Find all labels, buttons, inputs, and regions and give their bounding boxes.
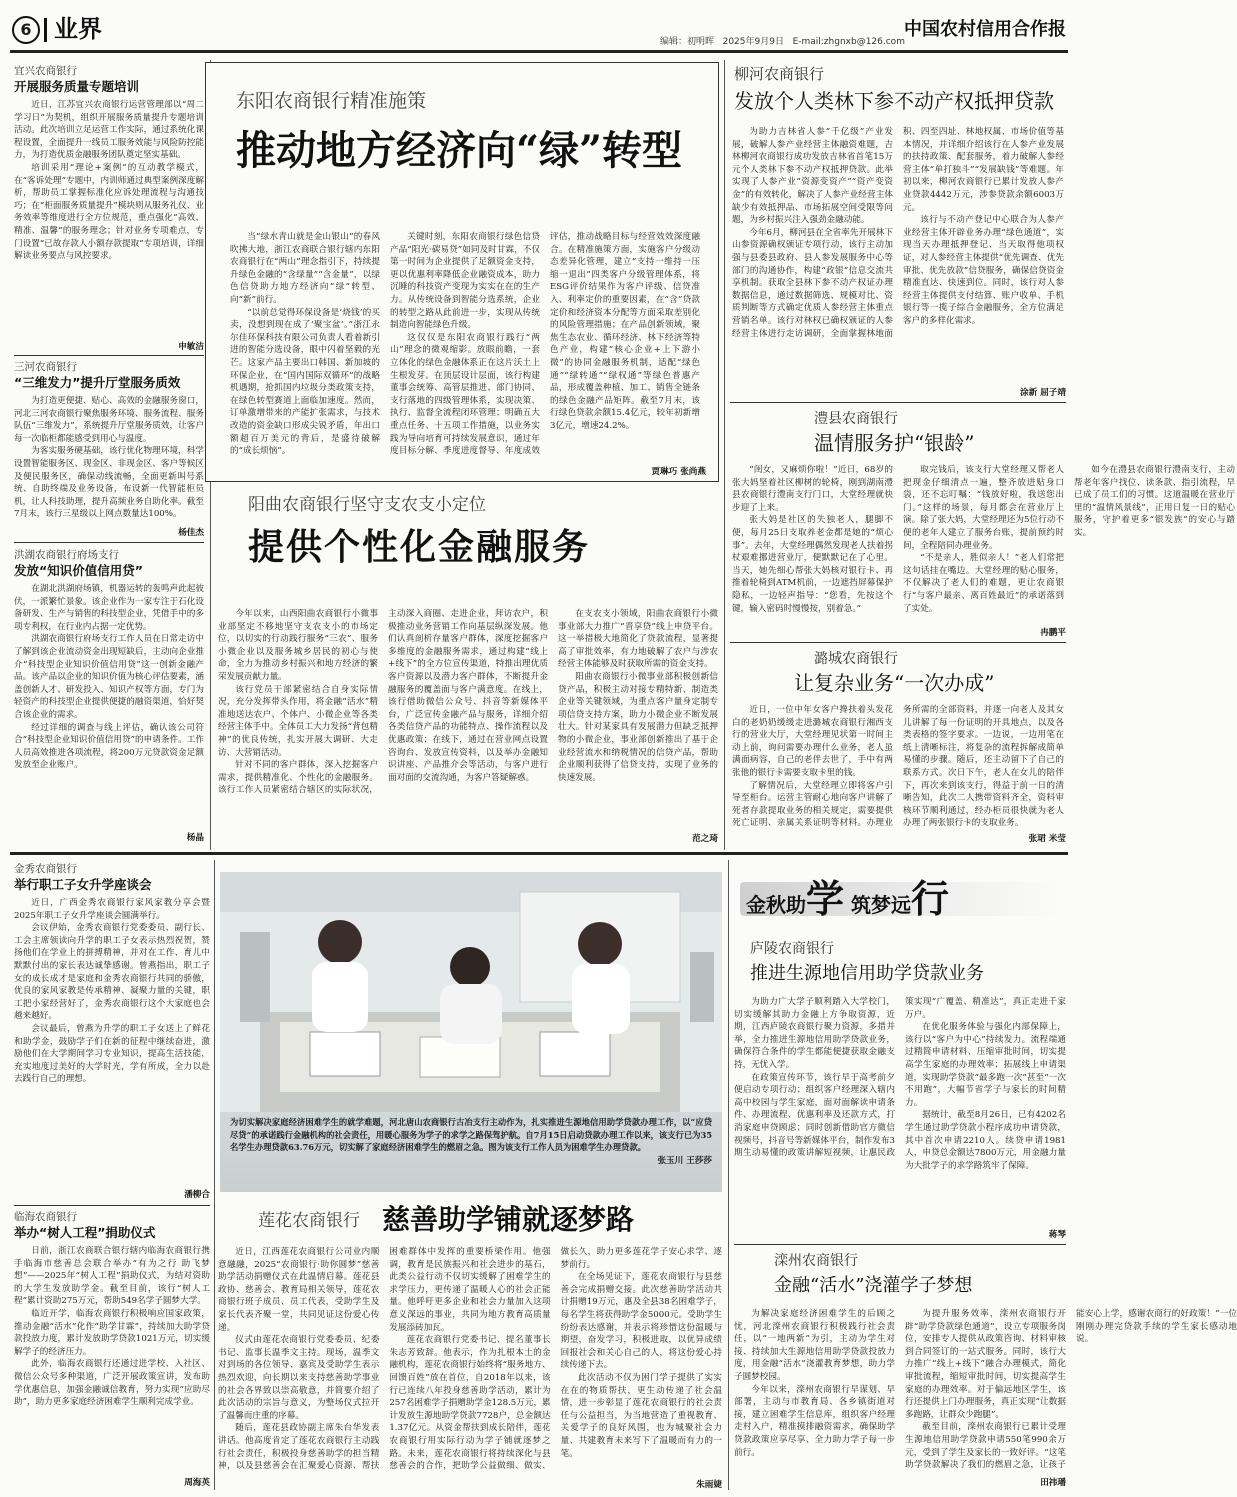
banner-emphasis: 学 — [806, 877, 845, 921]
section-rule — [10, 852, 1068, 855]
article-title: 开展服务质量专题培训 — [14, 79, 140, 94]
article-source: 柳河农商银行 — [734, 65, 825, 83]
paragraph: 为助力吉林省人参“千亿级”产业发展，破解人参产业经营主体融资难题，吉林柳河农商银行成功发放吉林省首笔15万元个人类林下参不动产权抵押贷款。此举实现了人参产业“资源变资产”“资产变资金”的有效转化，解决了人参产业经营主体缺少有效抵押品、市场拓展空间受限等问题，为乡村振兴注入强劲金融动能。 — [732, 127, 893, 226]
paragraph: 经过详细的调查与线上评估，确认该公司符合“科技型企业知识价值信用贷”的申请条件。工作人员高效推进各项流程，将200万元贷款资金足额发放至企业账户。 — [14, 722, 204, 771]
paragraph: 近日，广西金秀农商银行家风家教分享会暨2025年职工子女升学座谈会圆满举行。 — [14, 898, 210, 921]
article-body — [230, 231, 700, 467]
banner-part: 金秋助 — [746, 893, 806, 917]
article-source: 潞城农商银行 — [814, 651, 898, 667]
article-byline: 张珺 米莹 — [1028, 834, 1066, 844]
caption-byline: 张玉川 王莎莎 — [657, 1155, 712, 1166]
article-body — [732, 464, 1235, 634]
article-byline: 范之琦 — [692, 834, 718, 844]
divider — [14, 1205, 210, 1206]
article-title: 慈善助学铺就逐梦路 — [382, 1203, 635, 1236]
paragraph: 在政策宣传环节，该行早于高考前夕便启动专项行动；组织客户经理深入辖内高中校园与学生家庭，面对面解读申请条件、办理流程、优惠利率及还款方式，打消家庭申贷顾虑；同时创新借助官方微信视频号，抖音号等新媒体平台，制作发布3期生动易懂的政策讲解短视频，让惠民政策实现“广覆盖、精准达”，真正走进千家万户。 — [734, 997, 1066, 1159]
article-body — [732, 126, 1064, 388]
article-body — [14, 897, 210, 1086]
article-byline: 蒋琴 — [1048, 1230, 1066, 1240]
editor-line — [660, 34, 905, 47]
paragraph: 随后，莲花县政协副主席朱台华发表讲话。他高度肯定了莲花农商银行主动践行社会责任，积极投身慈善助学的担当精神，以及县慈善会在汇聚爱心资源、帮扶困难群体中发挥的重要桥梁作用。他强调，教育是民族振兴和社会进步的基石，此类公益行动不仅切实缓解了困难学生的求学压力，更传递了温暖人心的社会正能量。他呼吁更多企业和社会力量加入这项意义深远的事业，共同为地方教育高质量发展添砖加瓦。 — [218, 1247, 551, 1472]
email: E-mail:zhgnxb@126.com — [792, 37, 905, 47]
banner-part: 筑梦远 — [844, 893, 911, 917]
jinqiu-banner — [740, 868, 1062, 926]
article-lucheng — [730, 646, 1066, 844]
article-title: 发放个人类林下参不动产权抵押贷款 — [734, 89, 1054, 113]
article-source: 澧县农商银行 — [814, 411, 898, 427]
article-liuhe — [730, 62, 1066, 398]
article-source: 临海农商银行 — [14, 1211, 77, 1223]
article-jinxiu — [14, 862, 210, 1200]
article-byline: 周海英 — [184, 1478, 210, 1488]
article-source: 宜兴农商银行 — [14, 65, 77, 77]
paragraph: “不是亲人，胜似亲人！”老人们常把这句话挂在嘴边。大堂经理的贴心服务，不仅解决了老人们的难题，更让农商银行“与客户最亲、离百姓最近”的承诺落到了实处。 — [903, 553, 1064, 614]
paragraph: 了解情况后，大堂经理立即将客户引导至柜台。运营主管耐心地向客户讲解了死者存款提取业务的相关规定，需要提供死亡证明、亲属关系证明等材料。办理业务所需的全部资料，并逐一向老人及其女儿讲解了每一份证明的开具地点，以及各类表格的签字要求。一边说，一边用笔在纸上清晰标注，将复杂的流程拆解成简单易懂的步骤。随后，还主动留下了自己的联系方式。次日下午，老人在女儿的陪伴下，再次来到该支行，得益于前一日的清晰告知，此次二人携带资料齐全，资料审核环节顺利通过，经办柜员很快就为老人办理了两张银行卡的支取业务。 — [732, 705, 1064, 829]
paragraph: 该行党员干部紧密结合自身实际情况，充分发挥带头作用，将金融“活水”精准地送达农户、个体户、小微企业等各类经营主体手中。全体员工大力发扬“背包精神”的优良传统，扎实开展大调研、大走访、大营销活动。 — [218, 684, 378, 758]
article-source: 庐陵农商银行 — [750, 941, 834, 957]
article-body — [734, 996, 1066, 1236]
article-title: 发放“知识价值信用贷” — [14, 563, 143, 578]
article-title: 推动地方经济向“绿”转型 — [236, 127, 683, 174]
paragraph: 关键时刻，东阳农商银行绿色信贷产品“阳光·碳易贷”如同及时甘霖，不仅第一时间为企业提供了足额资金支持，更以优惠利率降低企业融资成本，助力沉睡的科技资产变现为实实在在的生产力。从传统设备到智能分选系统，企业的转型之路从此前进一步，实现从传统制造向智能绿色升级。 — [390, 232, 540, 331]
paragraph: 今年以来，山西阳曲农商银行小微事业部坚定不移地坚守支农支小的市场定位，以切实的行动践行服务“三农”、服务小微企业以及服务城乡居民的初心与使命，全力为推动乡村振兴和地方经济的繁荣发展贡献力量。 — [218, 609, 378, 682]
article-title: 金融“活水”浇灌学子梦想 — [774, 1275, 973, 1296]
paragraph: 会议伊始，金秀农商银行党委委员、副行长、工会主席领读向升学的职工子女表示热烈祝贺，赞扬他们在学业上的拼搏精神，并对在工作、育儿中默默付出的家长表达诚挚感谢。曾燕指出，职工子女的成长成才是家庭和金秀农商银行共同的骄傲，优良的家风家教是传承精神、凝聚力量的关键，职工把小家经营好了，金秀农商银行这个大家庭也会越来越好。 — [14, 923, 210, 1022]
page-number: 6 — [20, 20, 32, 39]
article-byline: 潘柳合 — [184, 1190, 210, 1200]
article-title: 提供个性化金融服务 — [248, 526, 591, 568]
paragraph: 据统计，截至8月26日，已有4202名学生通过助学贷款小程序成功申请贷款，其中首次申请2210人。续贷申请1981人，申贷总金额达7800万元，用金融力量为大批学子的求学路筑牢了保障。 — [905, 1110, 1066, 1171]
paragraph: 仪式由莲花农商银行党委委员、纪委书记、监事长温季文主持。现场，温季文对到场的各位领导、嘉宾及受助学生表示热烈欢迎，向长期以来支持慈善助学事业的社会各界致以崇高敬意，并简要介绍了此次活动的宗旨与意义，为整场仪式拉开了温馨而庄重的序幕。 — [218, 1335, 380, 1421]
editor: 编辑：初明晖 — [660, 37, 715, 47]
article-source: 三河农商银行 — [14, 361, 77, 373]
paragraph: 莲花农商银行党委书记、提名董事长朱志芳致辞。他表示，作为扎根本土的金融机构，莲花农商银行始终将“服务地方、回馈百姓”放在首位，自2018年以来，该行已连续八年投身慈善助学活动，累计为257名困难学子捐赠助学金128.5万元，累计发放生源地助学贷款7728户，总金额达1.37亿元。从资金帮扶到成长陪伴，莲花农商银行用实际行动为学子铺就逐梦之路。未来，莲花农商银行将持续深化与县慈善会的合作，把助学公益做细、做实、做长久，助力更多莲花学子安心求学、逐梦前行。 — [389, 1247, 722, 1472]
paragraph: 洪湖农商银行府场支行工作人员在日常走访中了解到该企业流动资金出现短缺后，主动向企业推介“科技型企业知识价值信用贷”这一创新金融产品。该产品以企业的知识价值为核心评估要素，涵盖创新人才、研发投入、知识产权等方面，专门为轻资产的科技型企业提供便捷的融资渠道，恰好契合该企业的需求。 — [14, 634, 204, 720]
article-body — [14, 1245, 210, 1409]
article-luanzhou — [734, 1248, 1237, 1488]
divider — [734, 1244, 1066, 1245]
banner-text — [746, 868, 949, 923]
page-header — [10, 10, 1068, 50]
divider — [730, 642, 1066, 643]
article-body — [14, 99, 204, 263]
paragraph: 这仅仅是东阳农商银行践行“两山”理念的微观缩影。放眼前瞻，一套立体化的绿色金融体系正在这片沃土上生根发芽。在顶层设计层面，该行构建董事会统筹、高管层推进、部门协同、支行落地的四级管理体系，实现决策、执行、监督全流程闭环管理；明确五大重点任务、十五项工作措施，以业务实践为导向培育可持续发展意识，通过年度目标分解、季度进度督导、年度成效评估，推动战略目标与经营效效深度融合。在精准施策方面，实施客户分级动态差异化管理，建立“支持一维持一压缩一退出”四类客户分级管理体系，将ESG评价结果作为客户评级、信贷准入、利率定价的重要因素，在“含”贷款定价和经济资本分配等方面采取差别化的风险管理措施；在产品创新领域，聚焦生态农业、循环经济、林下经济等特色产业，构建“核心企业+上下游小微”的协同金融服务机制，适配“绿色通”“绿转通”“绿权通”等绿色普惠产品，形成覆盖种植、加工、销售全链条的绿色金融产品矩阵。截至7月末，该行绿色贷款余额15.4亿元，较年初新增3亿元，增速24.2%。 — [390, 232, 700, 457]
page-number-badge — [12, 16, 40, 44]
column-rule — [728, 860, 729, 1490]
header-rule — [10, 50, 1068, 53]
article-sanhe — [14, 360, 204, 538]
paragraph: 临近开学，临海农商银行积极响应国家政策，推动金融“活水”化作“助学甘霖”，持续加大助学贷款投放力度，累计发放助学贷款1021万元，切实缓解学子的经济压力。 — [14, 1308, 210, 1357]
article-kicker: 莲花农商银行 — [258, 1211, 360, 1231]
article-title: 推进生源地信用助学贷款业务 — [750, 963, 984, 984]
paragraph: 截至目前，滦州农商银行已累计受理生源地信用助学贷款申请550笔990余万元，受到了学生及家长的一致好评。“这笔助学贷款解决了我们的燃眉之急，让孩子能安心上学，感谢农商行的好政策！”一位刚刚办理完贷款手续的学生家长感动地说。 — [905, 1309, 1237, 1471]
paragraph: 近日，江苏宜兴农商银行运营管理部以“周二学习日”为契机，组织开展服务质量提升专题培训活动。此次培训立足运营工作实际，通过系统化课程设置，全面提升一线员工服务效能与风险防控能力，为打造优质金融服务团队奠定坚实基础。 — [14, 100, 204, 161]
article-byline: 田祎璠 — [1040, 1478, 1066, 1488]
photo-scene — [220, 872, 722, 1112]
article-lianhua — [218, 1198, 722, 1490]
paragraph: “闺女，又麻烦你啦！”近日，68岁的张大妈坚着社区柳树的轮椅，刚到湖南澧县农商银行澧南支行门口，大堂经理就快步迎了上来。 — [732, 465, 893, 513]
article-luling — [734, 936, 1066, 1240]
divider — [14, 355, 204, 356]
article-byline: 杨晶 — [186, 833, 204, 843]
article-body — [14, 583, 204, 772]
column-rule — [724, 60, 725, 850]
paragraph: 当“绿水青山就是金山银山”的春风吹拂大地，浙江农商联合银行辖内东阳农商银行在“两山”理念指引下，持续提升绿色金融的“含绿量”“含金量”，以绿色信贷助力地方经济向“绿”转型、向“新”前行。 — [230, 232, 380, 305]
article-title: “三维发力”提升厅堂服务质效 — [14, 375, 181, 390]
paragraph: 为提升服务效率，滦州农商银行开辟“助学贷款绿色通道”，设立专项服务岗位，安排专人提供从政策咨询、材料审核到合同签订的一站式服务。同时，该行大力推广“线上+线下”融合办理模式，简化审批流程，缩短审批时间，切实提高学生家庭的办理效率。对于偏远地区学生，该行还提供上门办理服务，真正实现“让数据多跑路，让群众少跑腿”。 — [905, 1309, 1066, 1420]
article-body — [732, 704, 1064, 840]
paragraph: 日前，浙江农商联合银行辖内临海农商银行携手临海市慈善总会联合举办“有为之行 助飞梦想”——2025年“树人工程”捐助仪式，为结对资助的大学生发放助学金。截至目前，该行“树人工程”累计资助275万元，帮助549名学子圆梦大学。 — [14, 1246, 210, 1307]
paragraph: 今年以来，滦州农商银行早谋划、早部署，主动与市教育局、各乡镇街道对接，建立困难学生信息库，组织客户经理走村入户，精准摸排融资需求，确保助学贷款政策应享尽享、全力助力学子每一步前行。 — [734, 1384, 895, 1458]
paragraph: 近日，一位中年女客户搀扶着头发花白的老奶奶缓缓走进潞城农商银行湘西支行的营业大厅，大堂经理见状第一时间主动上前，询问需要办理什么业务，老人虽满面病容，自己的老伴去世了，手中有两张他的银行卡需要支取卡里的钱。 — [732, 705, 893, 778]
news-photo — [220, 872, 722, 1192]
caption-text: 为切实解决家庭经济困难学生的就学难题，河北唐山农商银行古冶支行主动作为，扎实推进生源地信用助学贷款办理工作，以“应贷尽贷”的承诺践行金融机构的社会责任，用暖心服务为学子的求学之路保驾护航。自7月15日启动贷款办理工作以来，该支行已为35名学生办理贷款63.76万元，切实解了家庭经济困难学生的燃眉之急。图为该支行工作人员为困难学生办理贷款。 — [230, 1117, 712, 1152]
article-title: 温情服务护“银龄” — [814, 431, 975, 455]
paragraph: 该行与不动产登记中心联合为人参产业经营主体开辟业务办理“绿色通道”，实现当天办理抵押登记、当天取得他项权证，对人参经营主体提供“优先调查、优先审批、优先放款”信贷服务，确保信贷资金精准直达、快速到位。同时，该行对人参经营主体提供支付结算、账户收单、手机银行等一揽子综合金融服务，全方位满足客户的多样化需求。 — [903, 215, 1064, 326]
article-honghu — [14, 548, 204, 843]
article-lixian — [730, 406, 1235, 638]
article-source: 金秀农商银行 — [14, 863, 77, 875]
paragraph: 此外，临海农商银行还通过进学校、入社区、微信公众号多种渠道，广泛开展政策宣讲，发布助学优惠信息，加强金融诚信教育，努力实现“应助尽助”，助力更多家庭经济困难学生顺利完成学业。 — [14, 1359, 210, 1408]
article-title: 让复杂业务“一次办成” — [794, 671, 995, 695]
divider — [730, 402, 1066, 403]
paragraph: 针对不同的客户群体，深入挖掘客户需求，提供精准化、个性化的金融服务。该行工作人员紧密结合辖区的实际状况，主动深入商圈、走进企业，拜访农户，积极推动业务营销工作向基层纵深发展。他们认真剖析存量客户群体，深度挖掘客户多维度的金融服务需求，通过构建“线上+线下”的全方位宣传渠道，特推出理优质客户资源以及潜力客户群体，不断提升金融服务的覆盖面与客户满意度。在线上，该行借助微信公众号、抖音等新媒体平台，广泛宣传金融产品与服务，详细介绍各类信贷产品的功能特点、操作流程以及优惠政策；在线下，通过在营业网点设置咨询台、发放宣传资料，以及举办金融知识讲座、产品推介会等活动，与客户进行面对面的交流沟通，为客户答疑解惑。 — [218, 609, 548, 796]
paragraph: 近日，江西莲花农商银行公司业内顺意融融，2025“农商银行·助你圆梦”慈善助学活动捐赠仪式在此温情启幕。莲花县政协、慈善会、教育局相关领导，莲花农商银行班子成员、员工代表，受助学生及家长代表齐聚一堂，共同见证这份爱心传递。 — [218, 1247, 380, 1333]
paragraph: 取完钱后，该支行大堂经理又帮老人把现金仔细清点一遍，整齐放进贴身口袋，还不忘叮嘱：“钱放好啦，我送您出门。”这样的场景，每月都会在营业厅上演。除了张大妈，大堂经理还为5位行动不便的老年人建立了服务台账，提前预约时间，全程陪同办理业务。 — [903, 465, 1064, 551]
article-body — [14, 395, 204, 521]
issue-date: 2025年9月9日 — [722, 37, 784, 47]
article-byline: 涂新 屈子靖 — [1020, 388, 1066, 398]
article-title: 举行职工子女升学座谈会 — [14, 877, 152, 892]
paper-name: 中国农村信用合作报 — [904, 19, 1066, 40]
article-byline: 冉鹏平 — [1040, 628, 1066, 638]
paragraph: “以前总觉得环保设备是‘烧钱’的买卖，没想到现在成了‘聚宝盆’。”浙江永尔佳环保科技有限公司负责人看着新引进的智能分选设备，眼中闪着坚毅的光芒。这家产品主要出口韩国、新加坡的环保企业，在“国内国际双循环”的战略机遇期，抢抓国内垃圾分类政策支持，在绿色转型赛道上面临加速度。然而，订单激增带来的产能扩张需求，与技术改造的资金缺口形成尖锐矛盾，年出口额超百万美元的背后，是盛待破解的“成长烦恼”。 — [230, 307, 380, 457]
article-yangqu — [218, 492, 718, 844]
article-kicker: 东阳农商银行精准施策 — [236, 90, 427, 112]
paragraph: 会议最后，曾燕为升学的职工子女送上了鲜花和助学金，鼓励学子们在新的征程中继续奋进，激励他们在大学期间学习专业知识，提高生活技能，充实地度过美好的大学时光，学有所成，全力以赴去践行自己的理想。 — [14, 1023, 210, 1085]
paragraph: 为打造更便捷、贴心、高效的金融服务窗口，河北三河农商银行聚焦服务环境、服务流程、服务队伍“三维发力”，系统提升厅堂服务质效，让客户每一次临柜都能感受到用心与温度。 — [14, 396, 204, 444]
paragraph: 在全场见证下，莲花农商银行与县慈善会完成捐赠交接。此次慈善助学活动共计捐赠19万元，惠及全县38名困难学子，每名学生将获得助学金5000元。受助学生纷纷表达感谢，并表示将珍惜这份温暖与期望，奋发学习，积极进取，以优异成绩回报社会和关心自己的人，将这份爱心持续传递下去。 — [560, 1272, 722, 1371]
paragraph: 如今在澧县农商银行澧南支行，主动帮老年客户找位、读条款、指引流程，早已成了员工们的习惯。这道温暖在营业厅里的“温情风景线”，正用日复一日的贴心服务，守护着更多“银发族”的安心与踏实。 — [1074, 465, 1235, 538]
paragraph: 阳曲农商银行小微事业部积极创新信贷产品，积极主动对接专精特新、制造类企业等关键领域，为重点客户量身定制专项信贷支持方案，助力小微企业不断发展壮大。针对某家具有发展潜力但缺乏抵押物的小微企业，事业部创新推出了基于企业经营流水和纳税情况的信贷产品，帮助企业顺利获得了信贷支持，实现了业务的快速发展。 — [558, 671, 718, 783]
article-byline: 朱雨婕 — [696, 1480, 722, 1490]
paragraph: 张大妈是社区的失独老人，腿脚不便，每月25日支取养老金都是她的“烦心事”。去年，大堂经理偶然发现老人扶着拐杖艰难挪进营业厅，便默默记在了心里。当天，她先细心帮张大妈核对银行卡、再推着轮椅到ATM机前，一边遮挡屏幕保护隐私，一边轻声指导：“您看，先按这个键，输入密码时慢慢按，别着急。” — [732, 515, 893, 614]
divider — [14, 542, 204, 543]
article-title: 举办“树人工程”捐助仪式 — [14, 1225, 156, 1240]
article-source: 洪湖农商银行府场支行 — [14, 549, 119, 561]
article-body — [218, 608, 718, 830]
article-byline: 贾琳巧 张尚燕 — [651, 467, 706, 477]
article-body — [734, 1308, 1237, 1484]
paragraph: 在支农支小领域，阳曲农商银行小微事业部大力推广“晋享贷”线上申贷平台。这一举措极大地简化了贷款流程，显著提高了审批效率，有力地破解了农户与涉农经营主体能够及时获取所需的资金支持。 — [558, 609, 718, 670]
article-linhai — [14, 1210, 210, 1488]
article-body — [218, 1246, 722, 1478]
column-rule — [214, 860, 215, 1490]
article-byline: 申敏洁 — [178, 342, 204, 352]
photo-caption — [230, 1116, 712, 1166]
paragraph: 今年6月，柳河县在全省率先开展林下山参资源确权颁证专项行动，该行主动加强与县委县政府、县人参发展服务中心等部门的沟通协作，构建“政银”信息交流共享机制。获取全县林下参不动产权证办理数据信息，通过数据筛选、规模对比、资质判断等方式确定优质人参经营主体重点营销名单。该行对林权已确权颁证的人参经营主体进行走访调研，全面掌握林地面积、四至四址、林地权属、市场价值等基本情况，并详细介绍该行在人参产业发展的扶持政策、配套服务，着力破解人参经营主体“单打独斗”“发展缺钱”等难题。年初以来，柳河农商银行已累计发放人参产业贷款4442万元，涉参贷款余额6003万元。 — [732, 127, 1064, 339]
paragraph: 此次活动不仅为困门学子提供了实实在在的物质帮扶，更生动传递了社会温情，进一步彰显了莲花农商银行的社会责任与公益担当，为当地营造了重视教育、关爱学子的良好风围，也为城聚社会力量、共建教育未来写下了温暖而有力的一笔。 — [560, 1372, 722, 1459]
paragraph: 为解决家庭经济困难学生的后顾之忧，河北滦州农商银行积极践行社会责任，以“一地两新”为引，主动为学生对接、持续加大生源地信用助学贷款投放力度，用金融“活水”浇灌教育梦想，助力学子圆梦校园。 — [734, 1309, 895, 1382]
section-name: 业界 — [54, 15, 102, 43]
paragraph: 在优化服务体验与强化内部保障上，该行以“客户为中心”持续发力。流程端通过精简申请材料、压缩审批时间，切实提高学生家庭的办理效率；拓展线上申请渠道，实现助学贷款“最多跑一次”甚至“一次不用跑”，大幅节省学子与家长的时间精力。 — [905, 1022, 1066, 1108]
banner-emphasis: 行 — [910, 877, 949, 921]
paragraph: 培训采用“理论+案例”的互动教学模式，在“客诉处理”专题中，内训师通过典型案例深度解析，帮助员工掌握标准化应诉处理流程与沟通技巧；在“柜面服务质量提升”模块则从服务礼仪、业务效率等维度进行全方位规范，重点强化“高效、精准、温馨”的服务理念；针对业务专项难点，专门设置“已故存款人小额存款提取”专项培训，详细解读业务要点与风控要求。 — [14, 162, 204, 262]
article-yixing — [14, 64, 204, 352]
paragraph: 为助力广大学子顺利踏入大学校门，切实缓解其助力金融上方争取资源，近期，江西庐陵农商银行聚力资源，多措并举，全力推进生源地信用助学贷款业务，确保符合条件的学生都能便捷获取金融支持，无忧入学。 — [734, 997, 895, 1070]
article-dongyang — [205, 62, 719, 482]
article-byline: 杨佳杰 — [178, 528, 204, 538]
article-source: 滦州农商银行 — [774, 1253, 858, 1269]
article-kicker: 阳曲农商银行坚守支农支小定位 — [248, 495, 486, 515]
paragraph: 在湖北洪湖府场镇，机器运转的轰鸣声此起彼伏，一派繁忙景象。该企业作为一家专注于石化设备研发、生产与销售的科技型企业，凭借手中的多项专利权，在行业内占据一定优势。 — [14, 584, 204, 632]
paragraph: 为客实服务硬基础，该行优化物理环境，科学设置智能服务区、现金区、非现金区、客户等候区及便民服务区，确保动线流畅，全面更新叫号系统、自助终端及业务设备，布设新一代智能柜员机，让人科技助理，提升高频业务自助化率。截至7月末，该行三星级以上网点数量达100%。 — [14, 446, 204, 520]
section-divider — [44, 18, 47, 42]
